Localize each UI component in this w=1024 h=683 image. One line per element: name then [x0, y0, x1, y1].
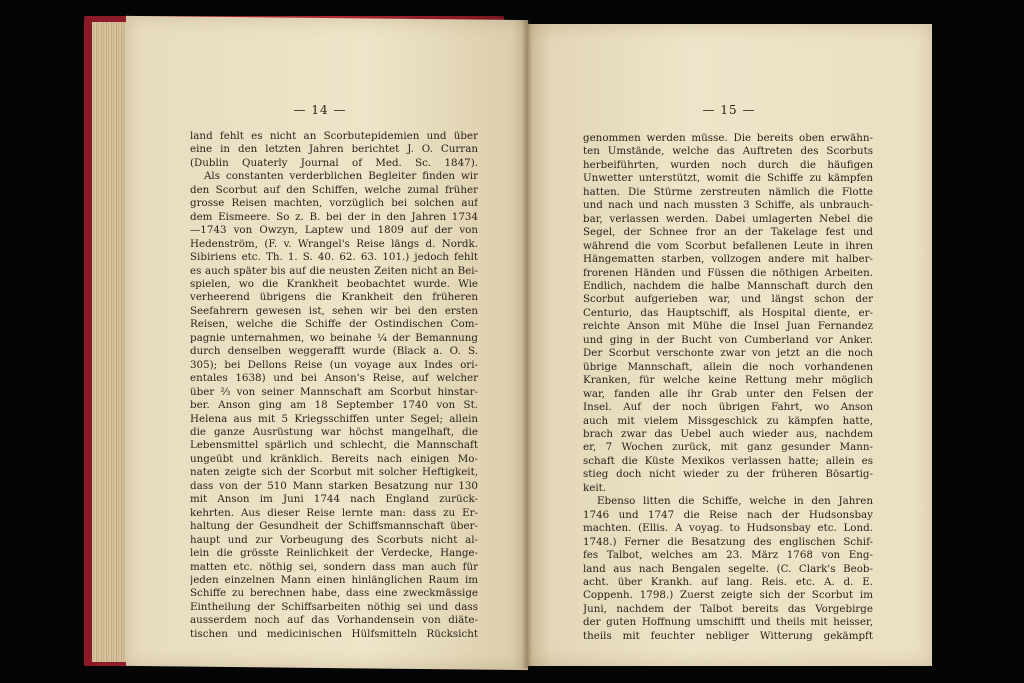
- text-line: der guten Hoffnung umschifft und theils mit heisser,: [583, 616, 873, 629]
- text-line: und nach und nach mussten 3 Schiffe, als unbrauch-: [583, 199, 873, 212]
- text-line: genommen werden müsse. Die bereits oben erwähn-: [583, 132, 873, 144]
- text-line: entales 1638) und bei Anson's Reise, auf welcher: [190, 372, 478, 385]
- text-line: (Dublin Quaterly Journal of Med. Sc. 1847).: [190, 156, 478, 169]
- text-line: die ganze Ausrüstung war höchst mangelhaft, die: [190, 425, 478, 438]
- text-line: Kranken, für welche keine Rettung mehr möglich: [583, 374, 873, 387]
- right-page-number: — 15 —: [702, 103, 756, 117]
- text-line: hatten. Die Stürme zerstreuten nämlich die Flotte: [583, 185, 873, 198]
- text-line: dass von der 510 Mann starken Besatzung nur 130: [190, 479, 478, 492]
- text-line: Hedenström, (F. v. Wrangel's Reise längs d. Nordk.: [190, 237, 478, 250]
- text-line: pagnie unternahmen, wo beinahe ¼ der Bemannung: [190, 331, 478, 344]
- text-line: ungeübt und kränklich. Bereits nach einigen Mo-: [190, 452, 478, 465]
- text-line: Scorbut aufgerieben war, und längst schon der: [583, 293, 873, 306]
- text-line: Schiffe zu berechnen habe, dass eine zweckmässige: [190, 587, 478, 600]
- text-line: acht. über Krankh. auf lang. Reis. etc. A. d. E.: [583, 575, 873, 588]
- text-line: Juni, nachdem der Talbot bereits das Vorgebirge: [583, 602, 873, 615]
- text-line: 1748.) Ferner die Besatzung des englischen Schif-: [583, 535, 873, 548]
- text-line: verheerend übrigens die Krankheit den früheren: [190, 291, 478, 304]
- text-line: fes Talbot, welches am 23. März 1768 von Eng-: [583, 549, 873, 562]
- text-line: tischen und medicinischen Hülfsmitteln Rücksicht: [190, 627, 478, 640]
- text-line: ausserdem noch auf das Vorhandensein von diäte-: [190, 614, 478, 627]
- text-line: mit Anson im Juni 1744 nach England zurück-: [190, 493, 478, 506]
- text-line: Centurio, das Hauptschiff, als Hospital diente, er-: [583, 306, 873, 319]
- text-line: brach zwar das Uebel auch wieder aus, nachdem: [583, 427, 873, 440]
- text-line: land aus nach Bengalen segelte. (C. Clark's Beob-: [583, 562, 873, 575]
- text-line: lein die grösste Reinlichkeit der Verdecke, Hange-: [190, 547, 478, 560]
- text-line: machten. (Ellis. A voyag. to Hudsonsbay etc. Lond.: [583, 522, 873, 535]
- text-line: jeden einzelnen Mann einen hinlänglichen Raum im: [190, 573, 478, 586]
- text-line: Reisen, welche die Schiffe der Ostindischen Com-: [190, 318, 478, 331]
- right-page-text: [583, 132, 873, 643]
- text-line: haupt und zur Vorbeugung des Scorbuts nicht al-: [190, 533, 478, 546]
- text-line: Sibiriens etc. Th. 1. S. 40. 62. 63. 101.) jedoch fehlt: [190, 251, 478, 264]
- text-line: —1743 von Owzyn, Laptew und 1809 auf der von: [190, 224, 478, 237]
- text-line: übrige Mannschaft, allein die noch vorhandenen: [583, 360, 873, 373]
- text-line: 305); bei Dellons Reise (un voyage aux Indes ori-: [190, 358, 478, 371]
- text-line: Hängematten starben, vollzogen andere mit halber-: [583, 253, 873, 266]
- text-line: es auch später bis auf die neusten Zeiten nicht an Bei-: [190, 264, 478, 277]
- text-line: land fehlt es nicht an Scorbutepidemien und über: [190, 130, 478, 142]
- text-line: ber. Anson ging am 18 September 1740 von St.: [190, 399, 478, 412]
- text-line: Coppenh. 1798.) Zuerst zeigte sich der Scorbut im: [583, 589, 873, 602]
- text-line: stieg doch nicht wieder zu der früheren Bösartig-: [583, 468, 873, 481]
- text-line: Als constanten verderblichen Begleiter finden wir: [204, 170, 478, 183]
- text-line: ten Umstände, welche das Auftreten des Scorbuts: [583, 145, 873, 158]
- text-line: naten zeigte sich der Scorbut mit solcher Heftigkeit,: [190, 466, 478, 479]
- text-line: grosse Reisen machten, vorzüglich bei solchen auf: [190, 197, 478, 210]
- text-line: Der Scorbut verschonte zwar von jetzt an die noch: [583, 347, 873, 360]
- left-page-text: [190, 130, 478, 641]
- text-line: Lebensmittel spärlich und schlecht, die Mannschaft: [190, 439, 478, 452]
- text-line: Ebenso litten die Schiffe, welche in den Jahren: [597, 495, 873, 508]
- text-line: Unwetter unterstützt, womit die Schiffe zu kämpfen: [583, 172, 873, 185]
- text-line: keit.: [583, 481, 607, 494]
- text-line: den Scorbut auf den Schiffen, welche zumal früher: [190, 183, 478, 196]
- text-line: schaft die Küste Mexikos verlassen hatte; allein es: [583, 454, 873, 467]
- text-line: dem Eismeere. So z. B. bei der in den Jahren 1734: [190, 210, 478, 223]
- text-line: Segel, der Schnee fror an der Takelage fest und: [583, 226, 873, 239]
- text-line: reichte Anson mit Mühe die Insel Juan Fernandez: [583, 320, 873, 333]
- text-line: und ging in der Bucht von Cumberland vor Anker.: [583, 333, 873, 346]
- text-line: er, 7 Wochen zurück, mit ganz gesunder Mann-: [583, 441, 873, 454]
- text-line: war, fanden alle ihr Grab unter den Felsen der: [583, 387, 873, 400]
- text-line: herbeiführten, wurden noch durch die häufigen: [583, 158, 873, 171]
- text-line: Helena aus mit 5 Kriegsschiffen unter Segel; allein: [190, 412, 478, 425]
- text-line: haltung der Gesundheit der Schiffsmannschaft über-: [190, 520, 478, 533]
- text-line: Eintheilung der Schiffsarbeiten nöthig sei und dass: [190, 600, 478, 613]
- text-line: theils mit feuchter nebliger Witterung gekämpft: [583, 629, 873, 642]
- text-line: kehrten. Aus dieser Reise lernte man: dass zu Er-: [190, 506, 478, 519]
- text-line: während die vom Scorbut befallenen Leute in ihren: [583, 239, 873, 252]
- text-line: durch denselben weggerafft wurde (Black a. O. S.: [190, 345, 478, 358]
- text-line: auch mit vielem Missgeschick zu kämpfen hatte,: [583, 414, 873, 427]
- text-line: über ⅔ von seiner Mannschaft am Scorbut hinstar-: [190, 385, 478, 398]
- text-line: spielen, wo die Krankheit beobachtet wurde. Wie: [190, 277, 478, 290]
- text-line: frorenen Händen und Füssen die nöthigen Arbeiten.: [583, 266, 873, 279]
- text-line: Insel. Auf der noch übrigen Fahrt, wo Anson: [583, 401, 873, 414]
- text-line: eine in den letzten Jahren berichtet J. O. Curran: [190, 143, 478, 156]
- text-line: Endlich, nachdem die halbe Mannschaft durch den: [583, 279, 873, 292]
- left-page-number: — 14 —: [293, 103, 347, 117]
- text-line: matten etc. nöthig sei, sondern dass man auch für: [190, 560, 478, 573]
- text-line: 1746 und 1747 die Reise nach der Hudsonsbay: [583, 508, 873, 521]
- text-line: Seefahrern gewesen ist, sehen wir bei den ersten: [190, 304, 478, 317]
- text-line: bar, verlassen werden. Dabei umlagerten Nebel die: [583, 212, 873, 225]
- book-gutter: [522, 20, 532, 668]
